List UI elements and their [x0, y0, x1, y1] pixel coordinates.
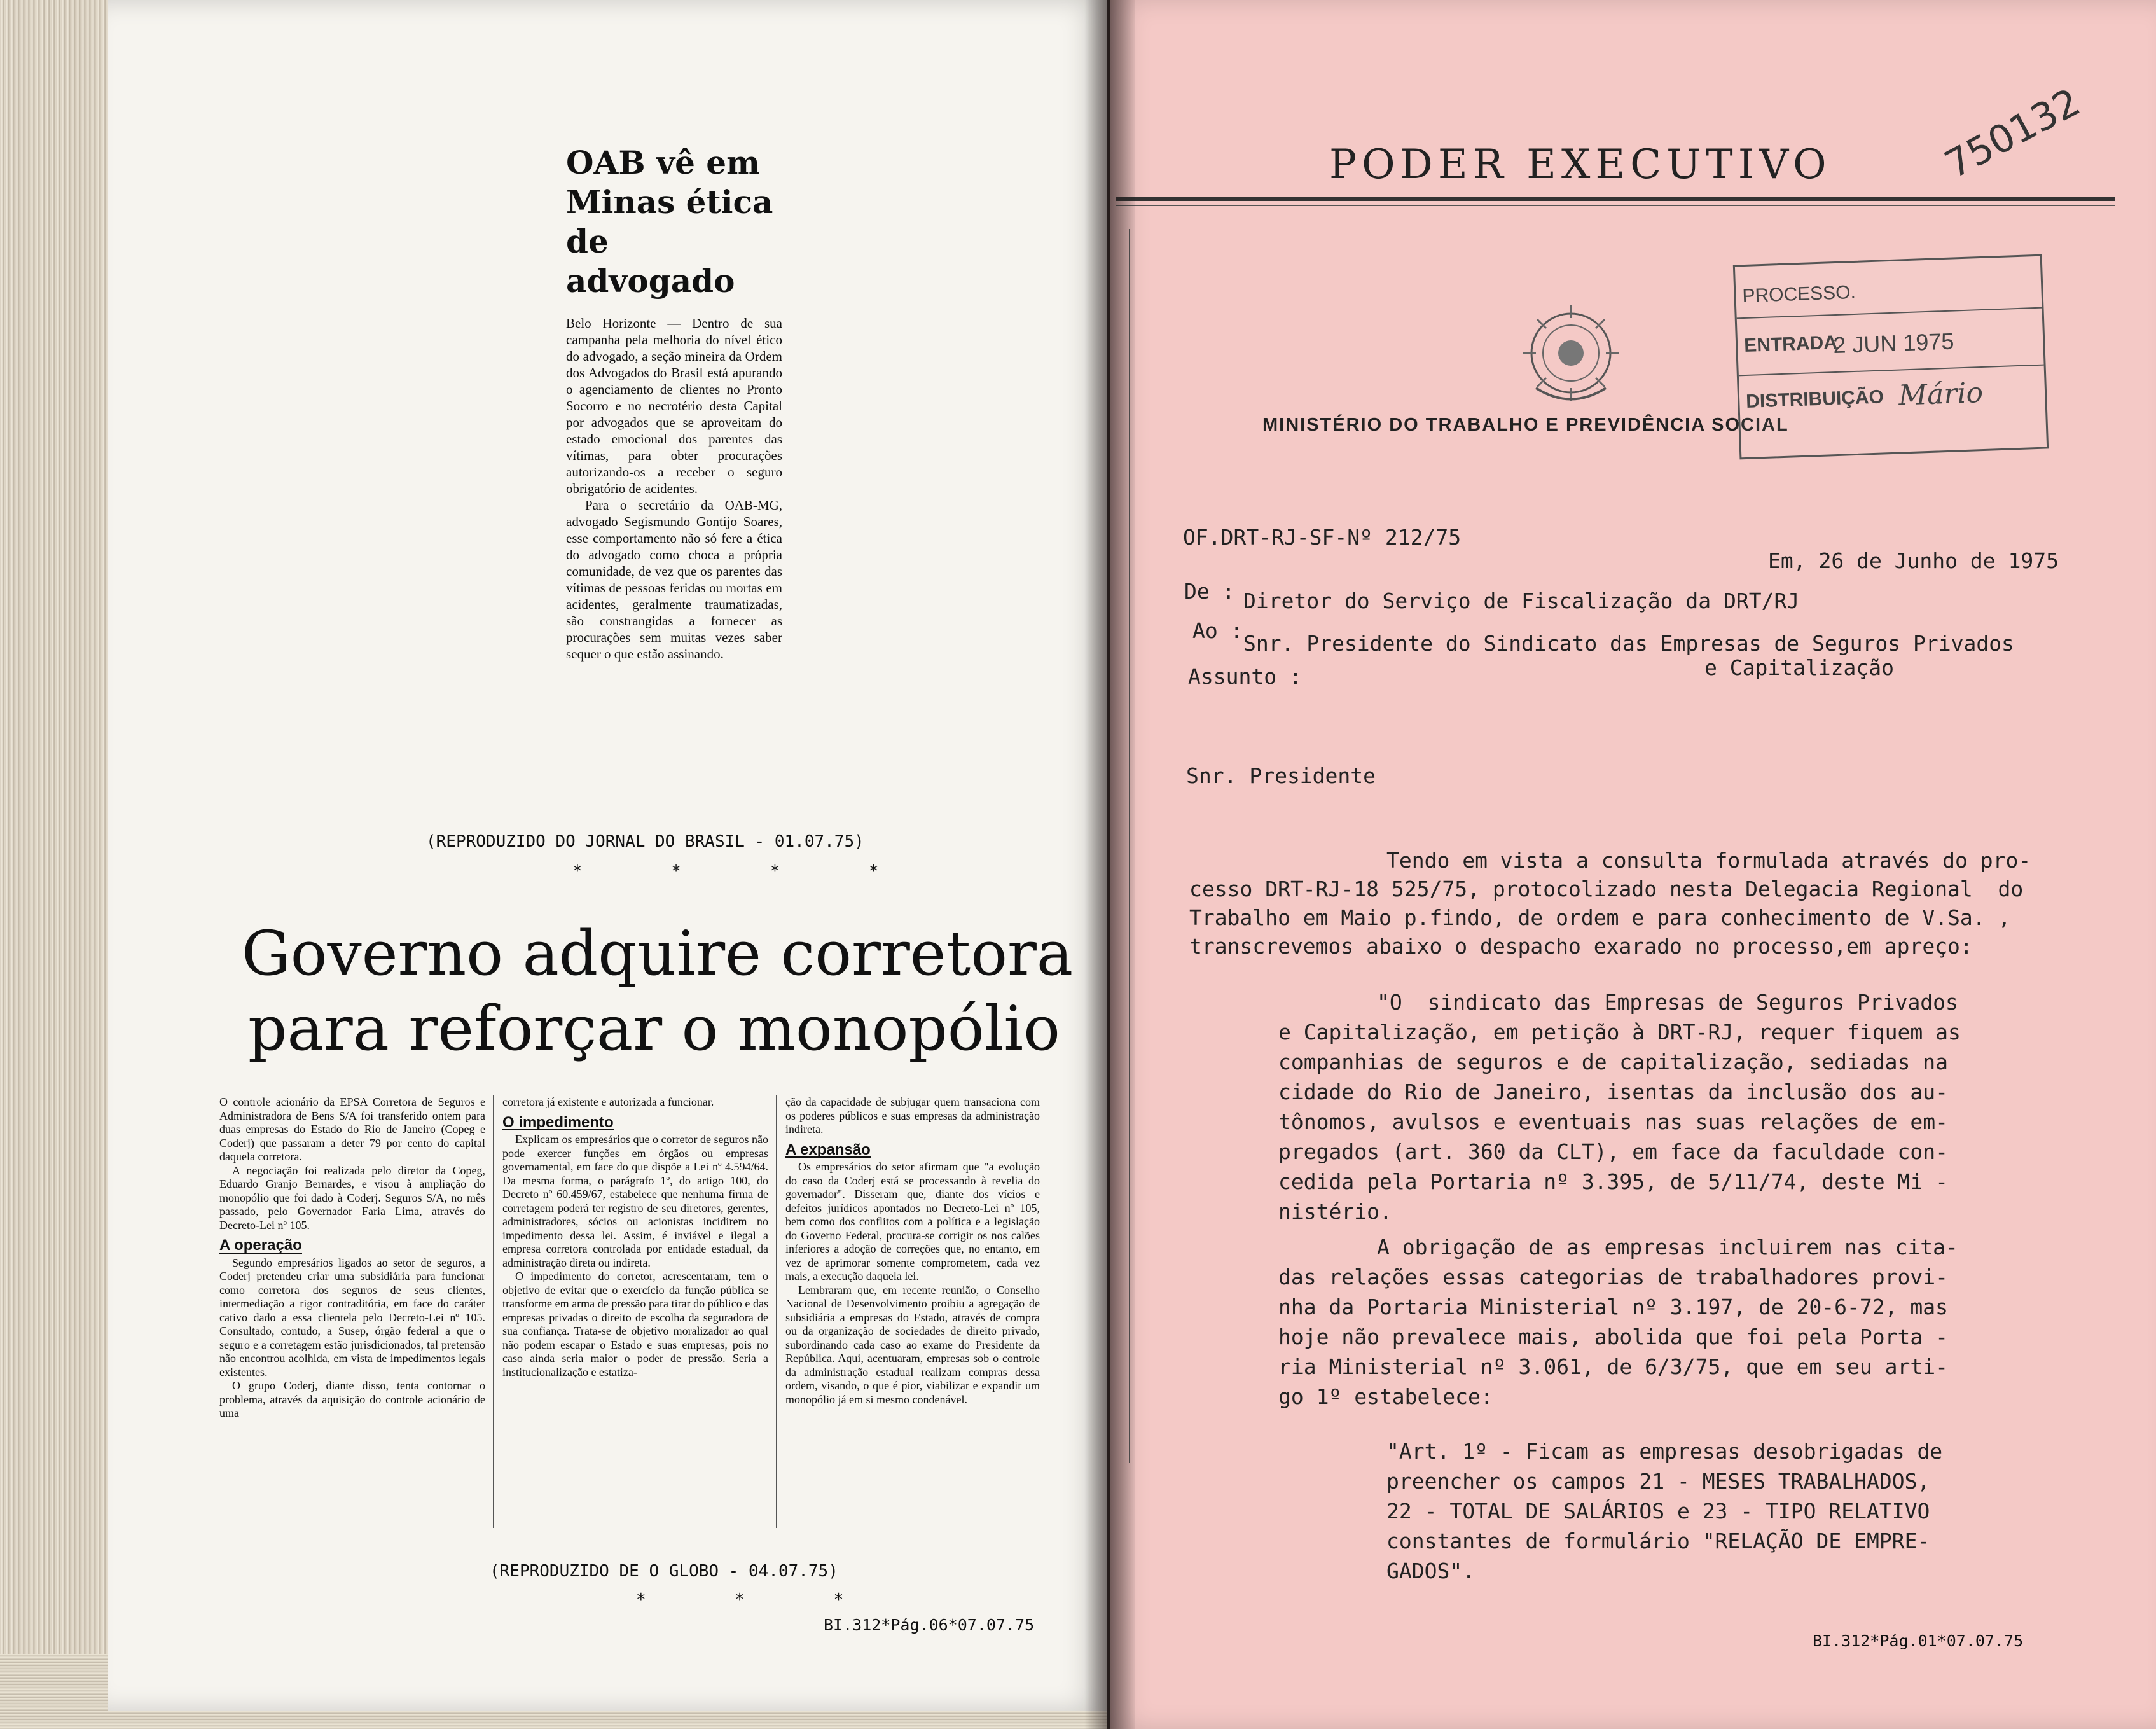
paragraph: Lembraram que, em recente reunião, o Conselho Nacional de Desenvolvimento proibiu a agregação de subsidiária a empresas do Estado, através de compra ou da organização de sociedades de direito privado, subordinando cada caso ao exame do Presidente da República. Aqui, acentuaram, empresas sob o controle da administração estadual realizam compras dessa ordem, visando, o que é pior, viabilizar e expandir um monopólio já em si mesmo condenável.: [785, 1283, 1040, 1406]
text-line: companhias de seguros e de capitalização, sediadas na: [1278, 1050, 1948, 1074]
text-line: "Art. 1º - Ficam as empresas desobrigadas de: [1386, 1439, 1943, 1464]
paragraph: O impedimento do corretor, acrescentaram, tem o objetivo de evitar que o exercício da função pública se transforme em arma de pressão para tirar do público e das empresas privadas o direito de escolha da seguradora de sua confiança. Trata-se de objetivo moralizador ao qual não podem escapar o Estado e suas empresas, pois no caso ainda seria maior o poder de pressão. Seria a institucionalização e estatiza-: [502, 1270, 768, 1378]
headline-line: OAB vê em: [566, 144, 761, 181]
headline-line: Governo adquire corretora: [242, 918, 1074, 989]
salutation: Snr. Presidente: [1186, 763, 1376, 788]
text-line: Tendo em vista a consulta formulada através do pro-: [1386, 848, 2031, 873]
text-line: "O sindicato das Empresas de Seguros Privados: [1377, 990, 1958, 1015]
headline-line: Minas ética: [566, 183, 773, 221]
stamp-distribuicao-label: DISTRIBUIÇÃO: [1745, 386, 1884, 412]
column-3: [785, 1095, 1040, 1406]
headline-line: de advogado: [566, 223, 735, 300]
assunto-label: Assunto :: [1188, 664, 1302, 689]
text-line: tônomos, avulsos e eventuais nas suas relações de em-: [1278, 1109, 1948, 1134]
text-line: go 1º estabelece:: [1278, 1384, 1493, 1409]
ao-value: Snr. Presidente do Sindicato das Empresas de Seguros Privados: [1243, 631, 2014, 656]
subhead: A expansão: [785, 1141, 871, 1158]
text-line: das relações essas categorias de trabalhadores provi-: [1278, 1265, 1948, 1289]
letter-reference: OF.DRT-RJ-SF-Nº 212/75: [1183, 525, 1462, 550]
source-jornal-do-brasil: (REPRODUZIDO DO JORNAL DO BRASIL - 01.07.75): [426, 832, 864, 851]
ministry-name: MINISTÉRIO DO TRABALHO E PREVIDÊNCIA SOCIAL: [1262, 415, 1789, 435]
separator-stars: * * *: [636, 1590, 883, 1609]
subhead: A operação: [219, 1237, 302, 1254]
clipping-oab-headline: [566, 143, 782, 301]
clipping-oab-body: [566, 315, 782, 662]
text-line: Trabalho em Maio p.findo, de ordem e para conhecimento de V.Sa. ,: [1189, 905, 2011, 930]
paragraph: Os empresários do setor afirmam que "a evolução do caso da Coderj está se processando à revelia do governador". Disseram que, diante dos vícios e defeitos jurídicos apontados no Decreto-Lei nº 105, bem como dos conflitos com a política e a legislação do Governo Federal, procura-se corrigir os nos calões inferiores a adoção de correções que, no entanto, em vez de aprimorar somente comprometem, cada vez mais, a execução daquela lei.: [785, 1160, 1040, 1282]
stamp-rule: [1737, 307, 2042, 319]
paragraph: corretora já existente e autorizada a funcionar.: [502, 1095, 714, 1108]
paragraph: Para o secretário da OAB-MG, advogado Segismundo Gontijo Soares, esse comportamento não só fere a ética do advogado como choca a própria comunidade, de vez que os parentes das vítimas de pessoas feridas ou mortas em acidentes, geralmente traumatizadas, são constrangidas a fornecer as procurações sem muitas vezes saber sequer o que estão assinando.: [566, 497, 782, 662]
paragraph: Belo Horizonte — Dentro de sua campanha pela melhoria do nível ético do advogado, a seção mineira da Ordem dos Advogados do Brasil está apurando o agenciamento de clientes no Pronto Socorro e no necrotério desta Capital por advogados que se aproveitam do estado emocional dos parentes das vítimas, para obter procurações autorizando-os a receber o seguro obrigatório de acidentes.: [566, 316, 782, 496]
text-line: cesso DRT-RJ-18 525/75, protocolizado nesta Delegacia Regional do: [1189, 877, 2024, 901]
paragraph: Segundo empresários ligados ao setor de seguros, a Coderj pretendeu criar uma subsidiária para funcionar como corretora dos seguros de seus clientes, intermediação a rigor contraditória, em face do caráter cativo dado a essa clientela pelo Decreto-Lei nº 105. Consultado, contudo, a Susep, órgão federal a que o seguro e a corretagem estão jurisdicionados, tal pretensão não encontrou acolhida, em vista de impedimentos legais existentes.: [219, 1256, 485, 1378]
text-line: hoje não prevalece mais, abolida que foi pela Porta -: [1278, 1324, 1948, 1349]
stamp-processo-label: PROCESSO.: [1741, 281, 1856, 307]
protocol-stamp: [1733, 254, 2049, 460]
letter-date: Em, 26 de Junho de 1975: [1768, 548, 2059, 573]
text-line: ria Ministerial nº 3.061, de 6/3/75, que em seu arti-: [1278, 1354, 1948, 1379]
text-line: cidade do Rio de Janeiro, isentas da inclusão dos au-: [1278, 1080, 1948, 1104]
page-number-left: BI.312*Pág.06*07.07.75: [824, 1616, 1035, 1634]
text-line: GADOS".: [1386, 1559, 1475, 1583]
paragraph: O controle acionário da EPSA Corretora de Seguros e Administradora de Bens S/A foi transferido ontem para duas empresas do Estado do Rio de Janeiro (Copeg e Coderj) que passaram a deter 79 por cento do capital daquela corretora.: [219, 1095, 485, 1163]
column-1: [219, 1095, 485, 1420]
page-edges: [0, 0, 114, 1729]
separator-stars: * * * *: [572, 862, 918, 881]
text-line: pregados (art. 360 da CLT), em face da faculdade con-: [1278, 1139, 1948, 1164]
text-line: transcrevemos abaixo o despacho exarado no processo,em apreço:: [1189, 934, 1973, 959]
stamp-entrada-label: ENTRADA: [1743, 331, 1838, 357]
paragraph: A negociação foi realizada pelo diretor da Copeg, Eduardo Granjo Bernardes, e visou à ampliação do monopólio que foi dado à Coderj. Seguros S/A, no mês passado, pelo Governador Faria Lima, através do Decreto-Lei nº 105.: [219, 1163, 485, 1232]
column-2: [502, 1095, 768, 1379]
header-rule-thin: [1116, 205, 2115, 206]
coat-of-arms-icon: [1517, 299, 1625, 407]
clipping-oab: [566, 143, 782, 662]
ao-label: Ao :: [1192, 618, 1243, 643]
paragraph: Explicam os empresários que o corretor de seguros não pode exercer funções em órgãos ou empresas governamental, em face do que dispõe a Lei nº 4.594/64. Da mesma forma, o parágrafo 1º, do artigo 100, do Decreto nº 60.459/67, estabelece que nenhuma firma de corretagem poderá ter registro de seu diretores, gerentes, administradores, sócios ou acionistas incidirem no impedimento dessa lei. Assim, é inviável e ilegal a empresa corretora controlada por entidade estadual, da administração direta ou indireta.: [502, 1133, 768, 1269]
text-line: nistério.: [1278, 1199, 1392, 1224]
headline-line: para reforçar o monopólio: [248, 993, 1060, 1064]
header-rule: [1116, 197, 2115, 201]
clipping-governo-columns: [219, 1095, 1091, 1541]
stamp-rule: [1739, 365, 2044, 377]
left-page: [108, 0, 1107, 1711]
column-rule: [493, 1095, 494, 1528]
text-line: 22 - TOTAL DE SALÁRIOS e 23 - TIPO RELATIVO: [1386, 1499, 1930, 1524]
stamp-distribuicao-signature: Mário: [1898, 376, 1984, 412]
text-line: constantes de formulário "RELAÇÃO DE EMPRE-: [1386, 1529, 1930, 1553]
binding-gutter: [1084, 0, 1135, 1729]
clipping-governo-headline: [242, 916, 1088, 1066]
column-rule: [776, 1095, 777, 1528]
text-line: nha da Portaria Ministerial nº 3.197, de 20-6-72, mas: [1278, 1295, 1948, 1319]
source-o-globo: (REPRODUZIDO DE O GLOBO - 04.07.75): [490, 1562, 838, 1581]
de-value: Diretor do Serviço de Fiscalização da DRT/RJ: [1243, 588, 1800, 613]
text-line: e Capitalização, em petição à DRT-RJ, requer fiquem as: [1278, 1020, 1961, 1045]
de-label: De :: [1184, 579, 1235, 604]
paragraph: ção da capacidade de subjugar quem transaciona com os poderes públicos e suas empresas da administração indireta.: [785, 1095, 1040, 1135]
header-title: PODER EXECUTIVO: [1329, 141, 1832, 188]
paragraph: O grupo Coderj, diante disso, tenta contornar o problema, através da aquisição do controle acionário de uma: [219, 1379, 485, 1419]
page-number-right: BI.312*Pág.01*07.07.75: [1813, 1632, 2024, 1650]
subhead: O impedimento: [502, 1113, 614, 1131]
text-line: A obrigação de as empresas incluirem nas cita-: [1377, 1235, 1958, 1260]
stamp-entrada-date: 2 JUN 1975: [1832, 328, 1955, 359]
ao-value-2: e Capitalização: [1704, 655, 1895, 680]
handwritten-number: 750132: [1937, 80, 2088, 188]
text-line: preencher os campos 21 - MESES TRABALHADOS,: [1386, 1469, 1930, 1494]
text-line: cedida pela Portaria nº 3.395, de 5/11/74, deste Mi -: [1278, 1169, 1948, 1194]
